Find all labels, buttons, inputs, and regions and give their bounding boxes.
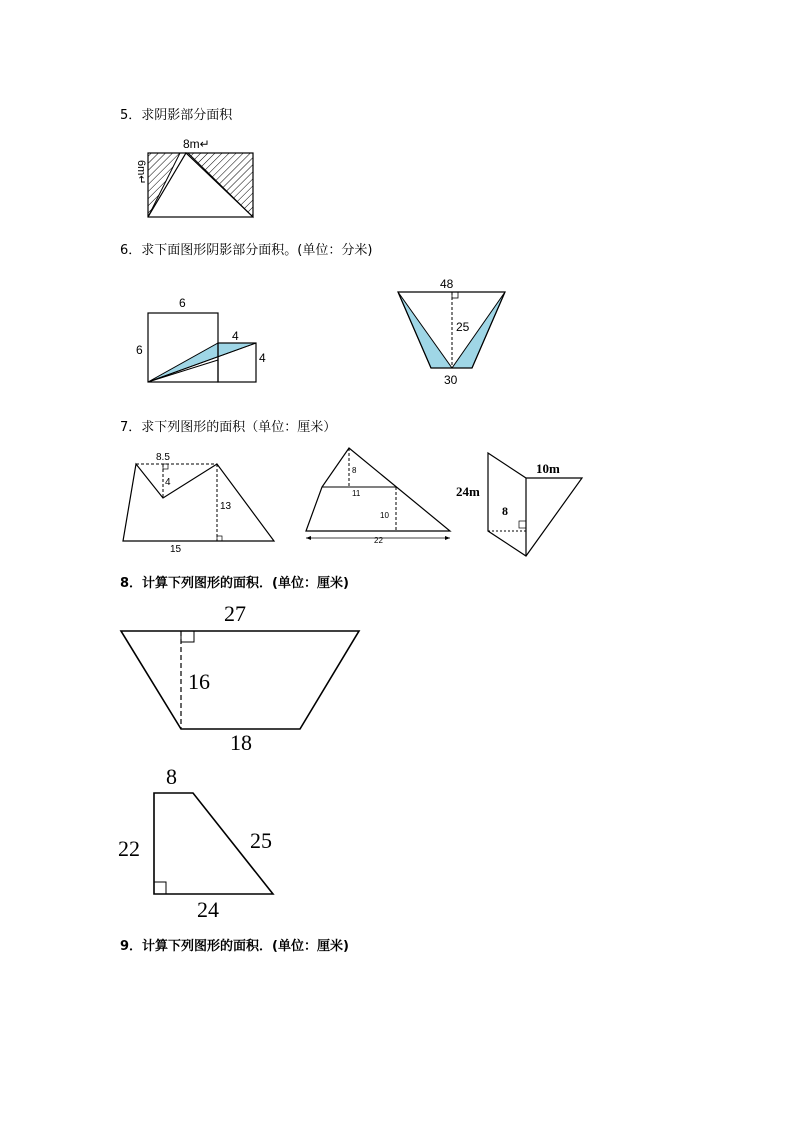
question-8-title: 8．计算下列图形的面积．(单位：厘米) [120, 576, 349, 591]
q6-trap-height-label: 25 [456, 320, 470, 334]
question-9-title: 9．计算下列图形的面积．(单位：厘米) [120, 939, 349, 954]
q7a-notch-label: 4 [165, 477, 171, 488]
q6-small-top-label: 4 [232, 329, 239, 343]
q7-b-figure [306, 448, 450, 545]
q7-c-figure [456, 453, 582, 556]
q7a-bottom-label: 15 [170, 544, 182, 555]
q6-trap-bottom-label: 30 [444, 373, 458, 387]
q6-small-side-label: 4 [259, 351, 266, 365]
question-6-title: 6．求下面图形阴影部分面积。(单位：分米) [120, 243, 373, 258]
q8b-top-label: 8 [166, 764, 177, 789]
q7b-height-label: 10 [380, 511, 389, 520]
q7b-top-label: 11 [352, 489, 361, 498]
q6-trap-top-label: 48 [440, 277, 454, 291]
q8-right-trapezoid-figure [118, 764, 273, 922]
q5-side-label: 6m↵ [135, 160, 147, 185]
q8-bottom-label: 18 [230, 730, 252, 755]
question-5-title: 5．求阴影部分面积 [120, 108, 233, 123]
q6-big-side-label: 6 [136, 343, 143, 357]
q7c-top-label: 10m [536, 461, 560, 476]
q5-figure [135, 137, 253, 217]
q7b-bottom-label: 22 [374, 536, 383, 545]
q5-top-label: 8m↵ [183, 137, 210, 151]
q7a-height-label: 13 [220, 501, 232, 512]
q6-trapezoid-figure [398, 277, 505, 387]
q7-a-figure [123, 452, 274, 555]
q8-height-label: 16 [188, 669, 210, 694]
q7c-side-label: 24m [456, 484, 480, 499]
question-7-title: 7．求下列图形的面积（单位：厘米） [120, 420, 337, 435]
q7c-height-label: 8 [502, 504, 508, 518]
q8b-bottom-label: 24 [197, 897, 219, 922]
q7a-top-label: 8.5 [156, 452, 170, 463]
q8-trapezoid-figure [121, 601, 359, 755]
q8-top-label: 27 [224, 601, 246, 626]
q8b-slant-label: 25 [250, 828, 272, 853]
q8b-left-label: 22 [118, 836, 140, 861]
q7b-tri-height-label: 8 [352, 466, 357, 475]
q6-squares-figure [136, 296, 266, 382]
q6-big-top-label: 6 [179, 296, 186, 310]
